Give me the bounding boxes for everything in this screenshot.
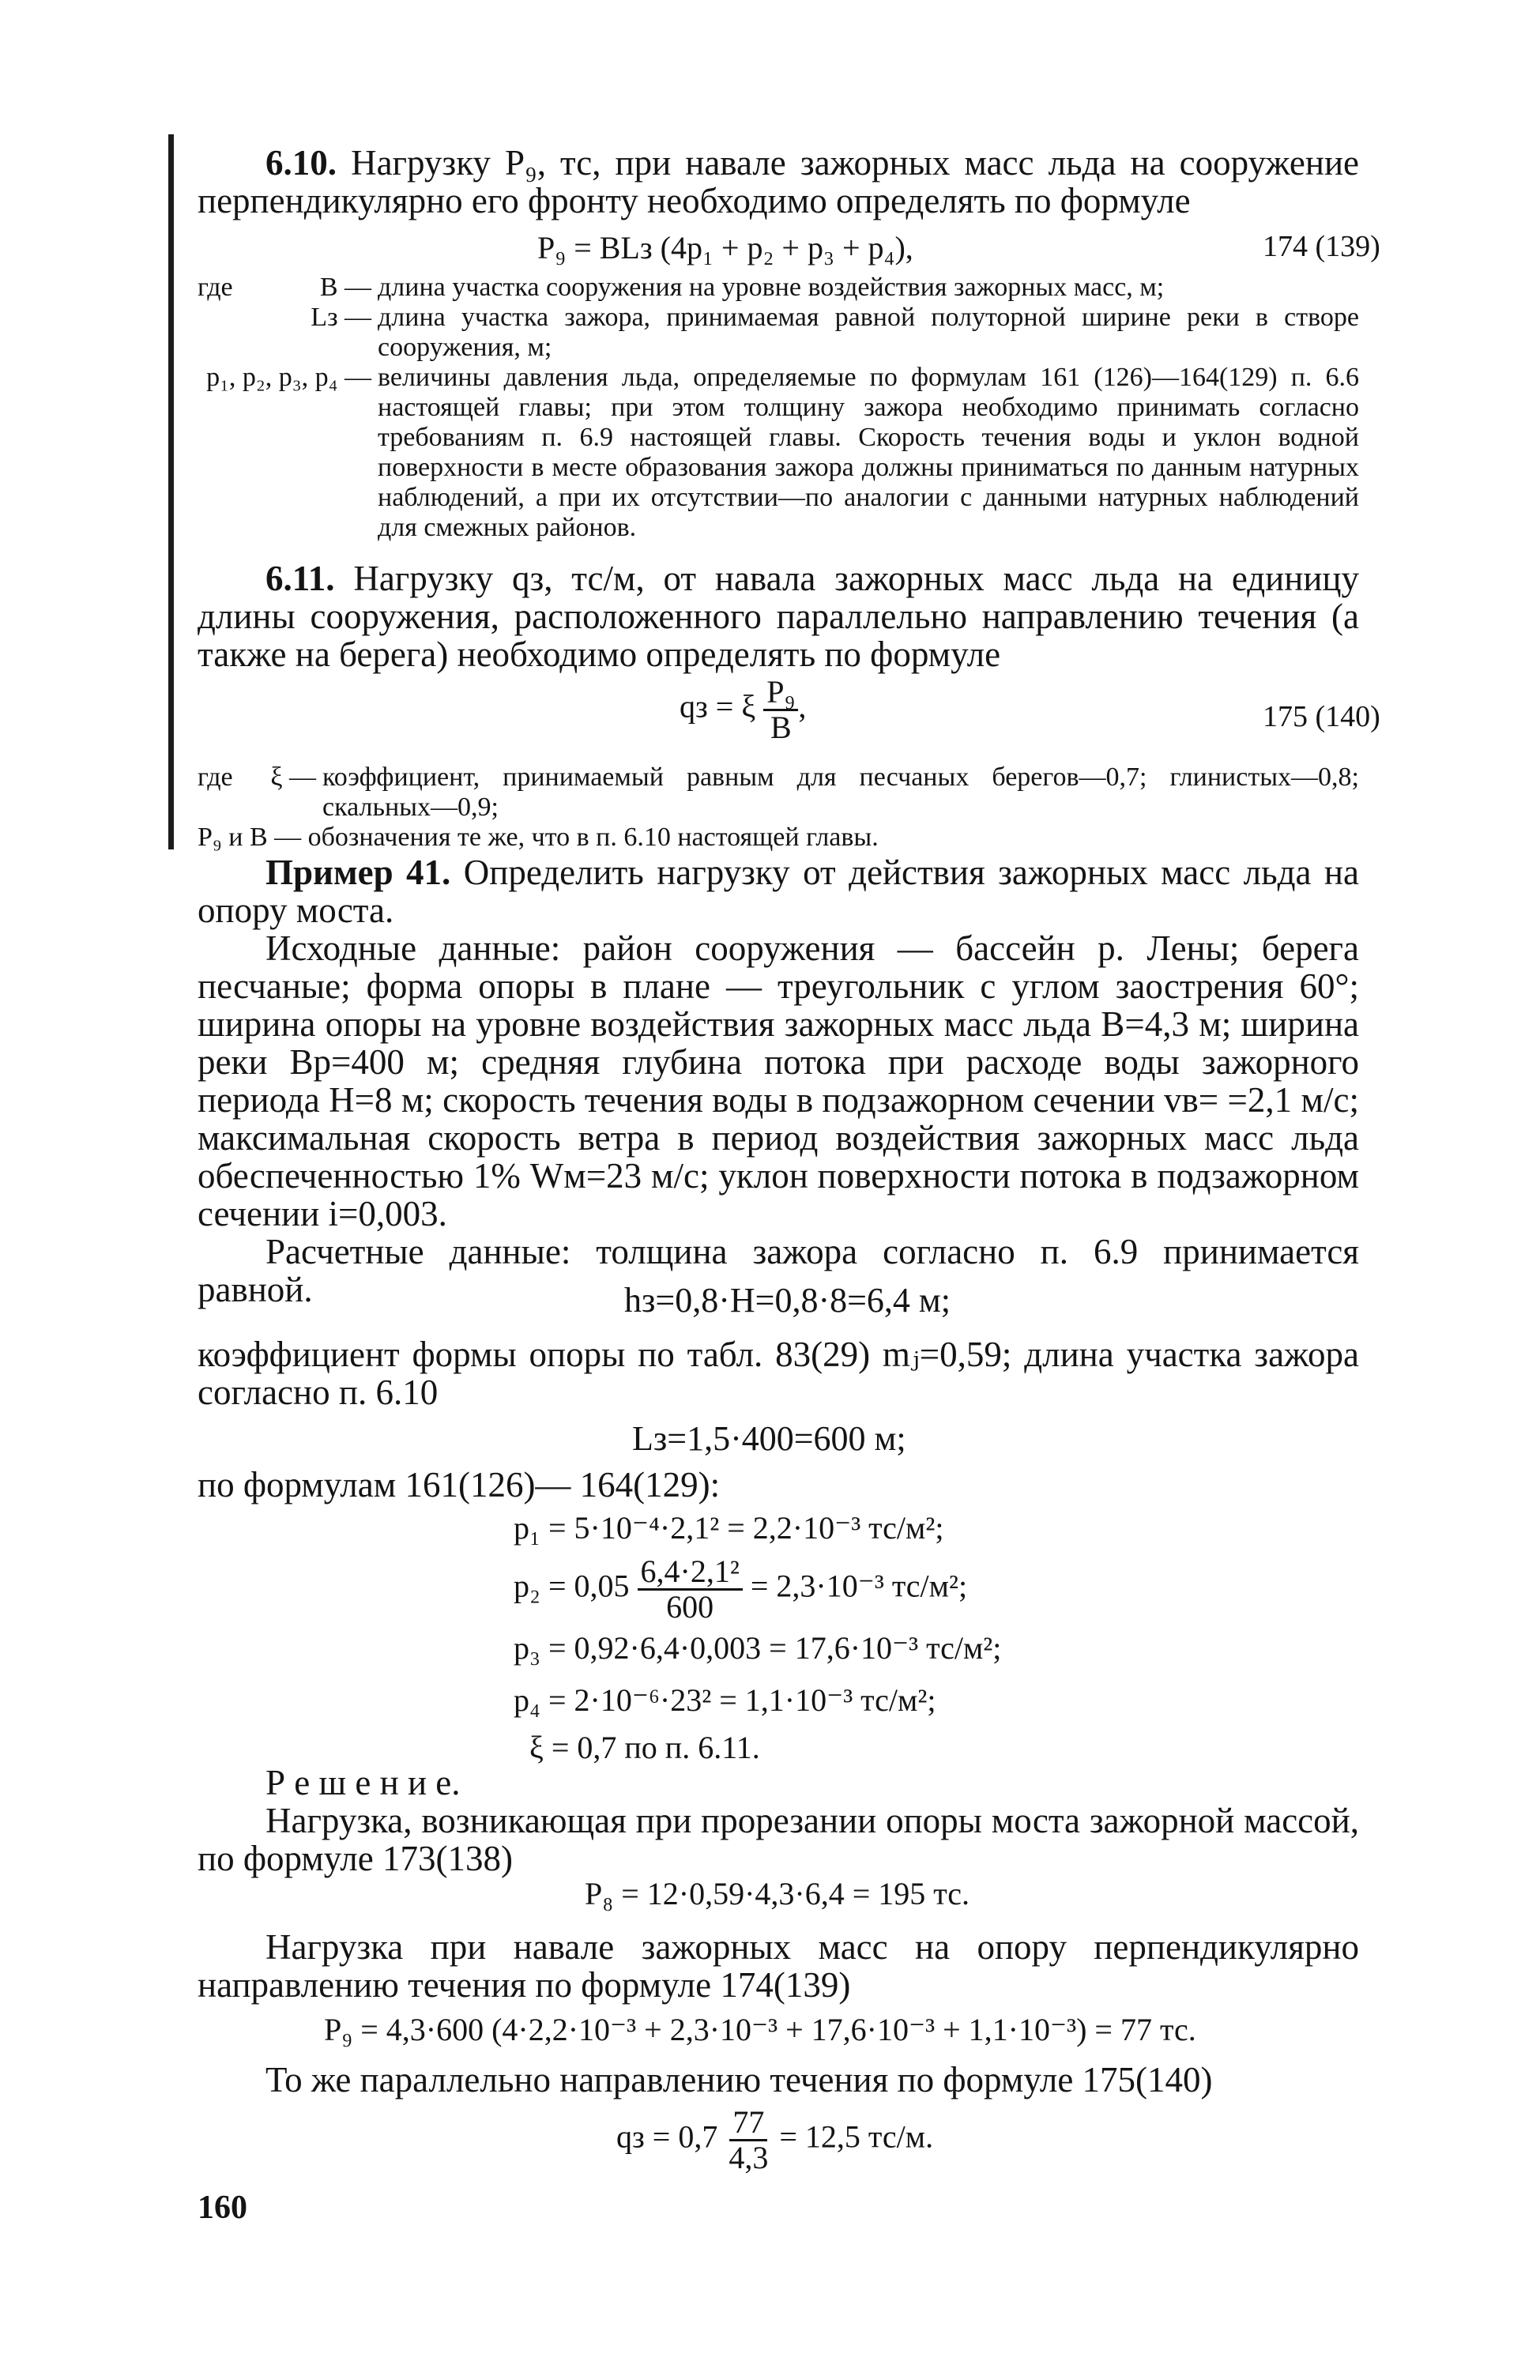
- definition-row-P9-B: P₉ и B — обозначения те же, что в п. 6.10 настоящей главы.: [198, 823, 879, 852]
- formula-175-fraction: [763, 676, 798, 744]
- formula-qz-calc: [616, 2106, 933, 2175]
- same-paragraph: То же параллельно направлению течения по формуле 175(140): [265, 2060, 1213, 2099]
- def-symbol-p: p₁, p₂, p₃, p₄ —: [206, 363, 371, 392]
- formula-p1: p₁ = 5·10⁻⁴·2,1² = 2,2·10⁻³ тс/м²;: [514, 1510, 944, 1546]
- section-6-11-definitions: [198, 763, 1359, 853]
- formula-p4: p₄ = 2·10⁻⁶·23² = 1,1·10⁻³ тс/м²;: [514, 1682, 936, 1718]
- formula-174: P₉ = BLз (4p₁ + p₂ + p₃ + p₄),: [537, 230, 913, 265]
- formula-p2-numerator: 6,4·2,1²: [638, 1555, 743, 1591]
- section-6-10: [198, 144, 1359, 220]
- def-symbol-B: B —: [319, 273, 371, 302]
- definition-row-Lz: [198, 303, 1359, 363]
- def-text-xi: коэффициент, принимаемый равным для песчаных берегов—0,7; глинистых—0,8; скальных—0,9;: [322, 763, 1359, 822]
- formula-hz: hз=0,8·H=0,8·8=6,4 м;: [624, 1281, 951, 1320]
- coef-block: [198, 1335, 1359, 1411]
- formula-175-numerator: P₉: [763, 676, 798, 711]
- page-number: 160: [198, 2190, 247, 2226]
- formula-qz-rhs: = 12,5 тс/м.: [779, 2118, 934, 2155]
- load2-paragraph: Нагрузка при навале зажорных масс на опору перпендикулярно направлению течения по формуле 174(139): [198, 1927, 1359, 2005]
- initial-data-paragraph: Исходные данные: район сооружения — бассейн р. Лены; берега песчаные; форма опоры в плане — треугольник с углом заострения 60°; ширина опоры на уровне воздействия зажорных масс льда B=4,3 м; ширина реки Bр=400 м; средняя глубина потока при расходе воды зажорного периода H=8 м; скорость течения воды в подзажорном сечении vв= =2,1 м/с; максимальная скорость ветра в период воздействия зажорных масс льда обеспеченностью 1% Wм=23 м/с; уклон поверхности потока в подзажорном сечении i=0,003.: [198, 928, 1359, 1233]
- load1-paragraph: Нагрузка, возникающая при прорезании опоры моста зажорной массой, по формуле 173(138): [198, 1801, 1359, 1878]
- by-formulas-text: по формулам 161(126)— 164(129):: [198, 1465, 721, 1504]
- section-6-10-definitions: [198, 273, 1359, 543]
- margin-change-bar: [168, 134, 174, 849]
- coef-paragraph: коэффициент формы опоры по табл. 83(29) mⱼ=0,59; длина участка зажора согласно п. 6.10: [198, 1335, 1359, 1412]
- def-text-p: величины давления льда, определяемые по формулам 161 (126)—164(129) п. 6.6 настоящей главы; при этом толщину зажора необходимо принимать согласно требованиям п. 6.9 настоящей главы. Скорость течения воды и уклон водной поверхности в месте образования зажора должны приниматься по данным натурных наблюдений, а при их отсутствии—по аналогии с данными натурных наблюдений для смежных районов.: [378, 363, 1359, 542]
- example-title: Пример 41.: [265, 853, 451, 892]
- formula-qz-denominator: 4,3: [729, 2140, 769, 2175]
- load2-block: [198, 1928, 1359, 2004]
- same-block: [198, 2061, 1359, 2099]
- formula-xi: ξ = 0,7 по п. 6.11.: [529, 1730, 760, 1765]
- formula-174-number: 174 (139): [1263, 230, 1380, 263]
- formula-qz-fraction: [725, 2106, 771, 2175]
- formula-p9-calc: P₉ = 4,3·600 (4·2,2·10⁻³ + 2,3·10⁻³ + 17,6·10⁻³ + 1,1·10⁻³) = 77 тс.: [324, 2012, 1196, 2047]
- formula-175-number: 175 (140): [1263, 700, 1380, 733]
- section-6-10-text: Нагрузку P₉, тс, при навале зажорных масс льда на сооружение перпендикулярно его фронту необходимо определять по формуле: [198, 143, 1360, 220]
- def-text-Lz: длина участка зажора, принимаемая равной полуторной ширине реки в створе сооружения, м;: [378, 303, 1359, 362]
- where-label: где: [198, 273, 233, 302]
- formula-p2-denominator: 600: [666, 1589, 714, 1625]
- calc-data-paragraph: Расчетные данные: толщина зажора согласно п. 6.9 принимается равной.: [198, 1232, 1359, 1309]
- solution-block: [198, 1764, 1359, 1877]
- def-text-B: длина участка сооружения на уровне воздействия зажорных масс, м;: [378, 273, 1165, 302]
- section-6-11-number: 6.11.: [265, 559, 335, 598]
- formula-p2-rhs: = 2,3·10⁻³ тс/м²;: [750, 1568, 968, 1604]
- section-6-11-paragraph: [198, 559, 1359, 673]
- section-6-10-paragraph: [198, 144, 1359, 220]
- where-label-2: где: [198, 763, 233, 792]
- formula-p3: p₃ = 0,92·6,4·0,003 = 17,6·10⁻³ тс/м²;: [514, 1630, 1002, 1666]
- definition-row-p: [198, 363, 1359, 543]
- formula-p2: [514, 1555, 967, 1624]
- formula-175-denominator: B: [770, 710, 792, 745]
- section-6-10-number: 6.10.: [265, 143, 337, 183]
- formula-qz-lhs: qз = 0,7: [616, 2118, 718, 2155]
- formula-175-lhs: qз = ξ: [680, 688, 756, 725]
- section-6-11-text: Нагрузку qз, тс/м, от навала зажорных масс льда на единицу длины сооружения, расположенного параллельно направлению течения (а также на берега) необходимо определять по формуле: [198, 559, 1359, 674]
- def-symbol-xi: ξ —: [270, 763, 316, 792]
- formula-p2-lhs: p₂ = 0,05: [514, 1568, 630, 1604]
- formula-p8: P₈ = 12·0,59·4,3·6,4 = 195 тс.: [585, 1876, 970, 1911]
- formula-175: [680, 676, 806, 744]
- formula-qz-numerator: 77: [729, 2106, 767, 2141]
- formula-lz: Lз=1,5·400=600 м;: [632, 1419, 906, 1458]
- by-formulas-block: [198, 1466, 1359, 1504]
- solution-heading: Р е ш е н и е.: [265, 1763, 461, 1802]
- definition-row-xi: [198, 763, 1359, 823]
- example-41: [198, 853, 1359, 1309]
- formula-175-tail: ,: [798, 688, 807, 725]
- definition-row-B: [198, 273, 1359, 303]
- example-title-text: Определить нагрузку от действия зажорных масс льда на опору моста.: [198, 853, 1359, 930]
- formula-p2-fraction: [638, 1555, 743, 1624]
- def-symbol-Lz: Lз —: [311, 303, 371, 332]
- section-6-11: [198, 559, 1359, 673]
- example-title-paragraph: [198, 853, 1359, 929]
